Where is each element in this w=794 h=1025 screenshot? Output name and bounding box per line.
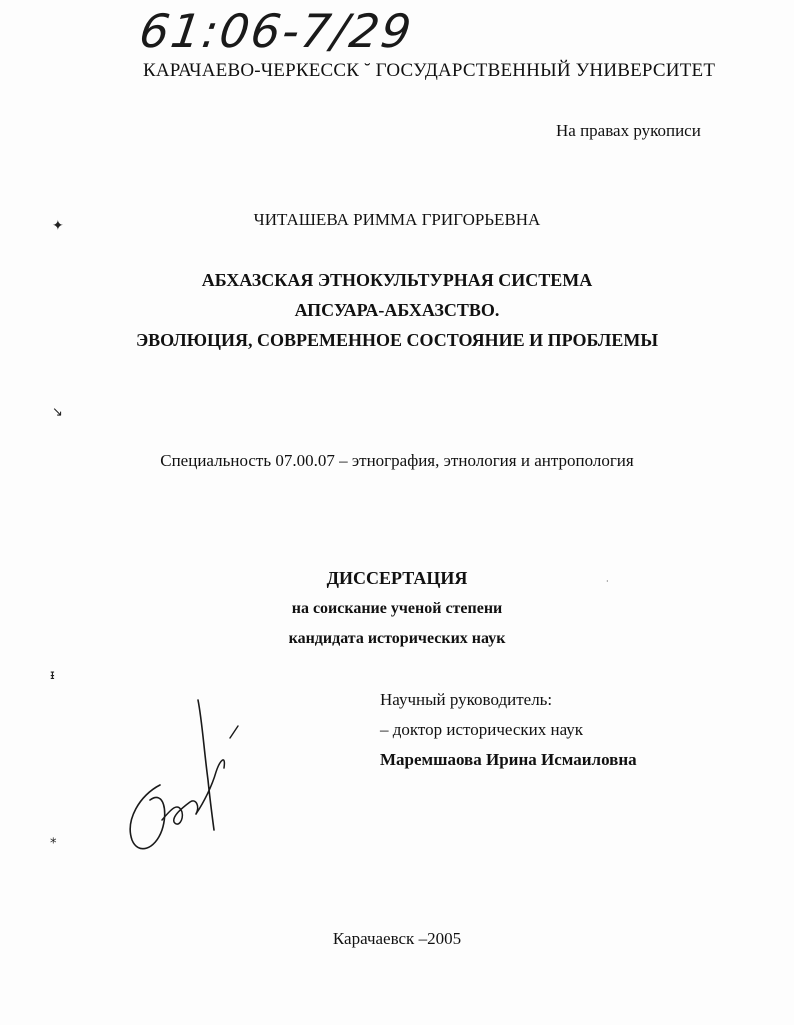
dissertation-purpose-line-2: кандидата исторических наук	[288, 630, 506, 647]
supervisor-name: Маремшаова Ирина Исмаиловна	[380, 750, 637, 769]
title-line-3: ЭВОЛЮЦИЯ, СОВРЕМЕННОЕ СОСТОЯНИЕ И ПРОБЛЕМЫ	[135, 330, 659, 350]
handwritten-archive-code: 61:06-7/29	[136, 4, 417, 58]
author-name: ЧИТАШЕВА РИММА ГРИГОРЬЕВНА	[253, 210, 541, 229]
specialty-line: Специальность 07.00.07 – этнография, этнология и антропология	[160, 451, 634, 470]
supervisor-degree: – доктор исторических наук	[380, 720, 584, 739]
manuscript-rights-label: На правах рукописи	[556, 121, 701, 140]
punch-mark-3: ᵻ	[50, 668, 55, 683]
punch-mark-2: ↘	[52, 405, 63, 420]
title-line-2: АПСУАРА-АБХАЗСТВО.	[294, 300, 500, 320]
punch-mark-1: ✦	[52, 218, 64, 234]
title-line-1: АБХАЗСКАЯ ЭТНОКУЛЬТУРНАЯ СИСТЕМА	[201, 270, 593, 290]
signature-icon	[120, 690, 250, 865]
punch-mark-4: ⁎	[50, 832, 57, 847]
dissertation-heading: ДИССЕРТАЦИЯ	[326, 568, 468, 588]
supervisor-label: Научный руководитель:	[380, 690, 553, 709]
city-year: Карачаевск –2005	[332, 929, 462, 948]
speck-mark: ·	[606, 577, 609, 586]
dissertation-purpose-line-1: на соискание ученой степени	[291, 600, 503, 617]
university-name: КАРАЧАЕВО-ЧЕРКЕССК ˘ ГОСУДАРСТВЕННЫЙ УНИВЕРСИТЕТ	[143, 60, 716, 81]
